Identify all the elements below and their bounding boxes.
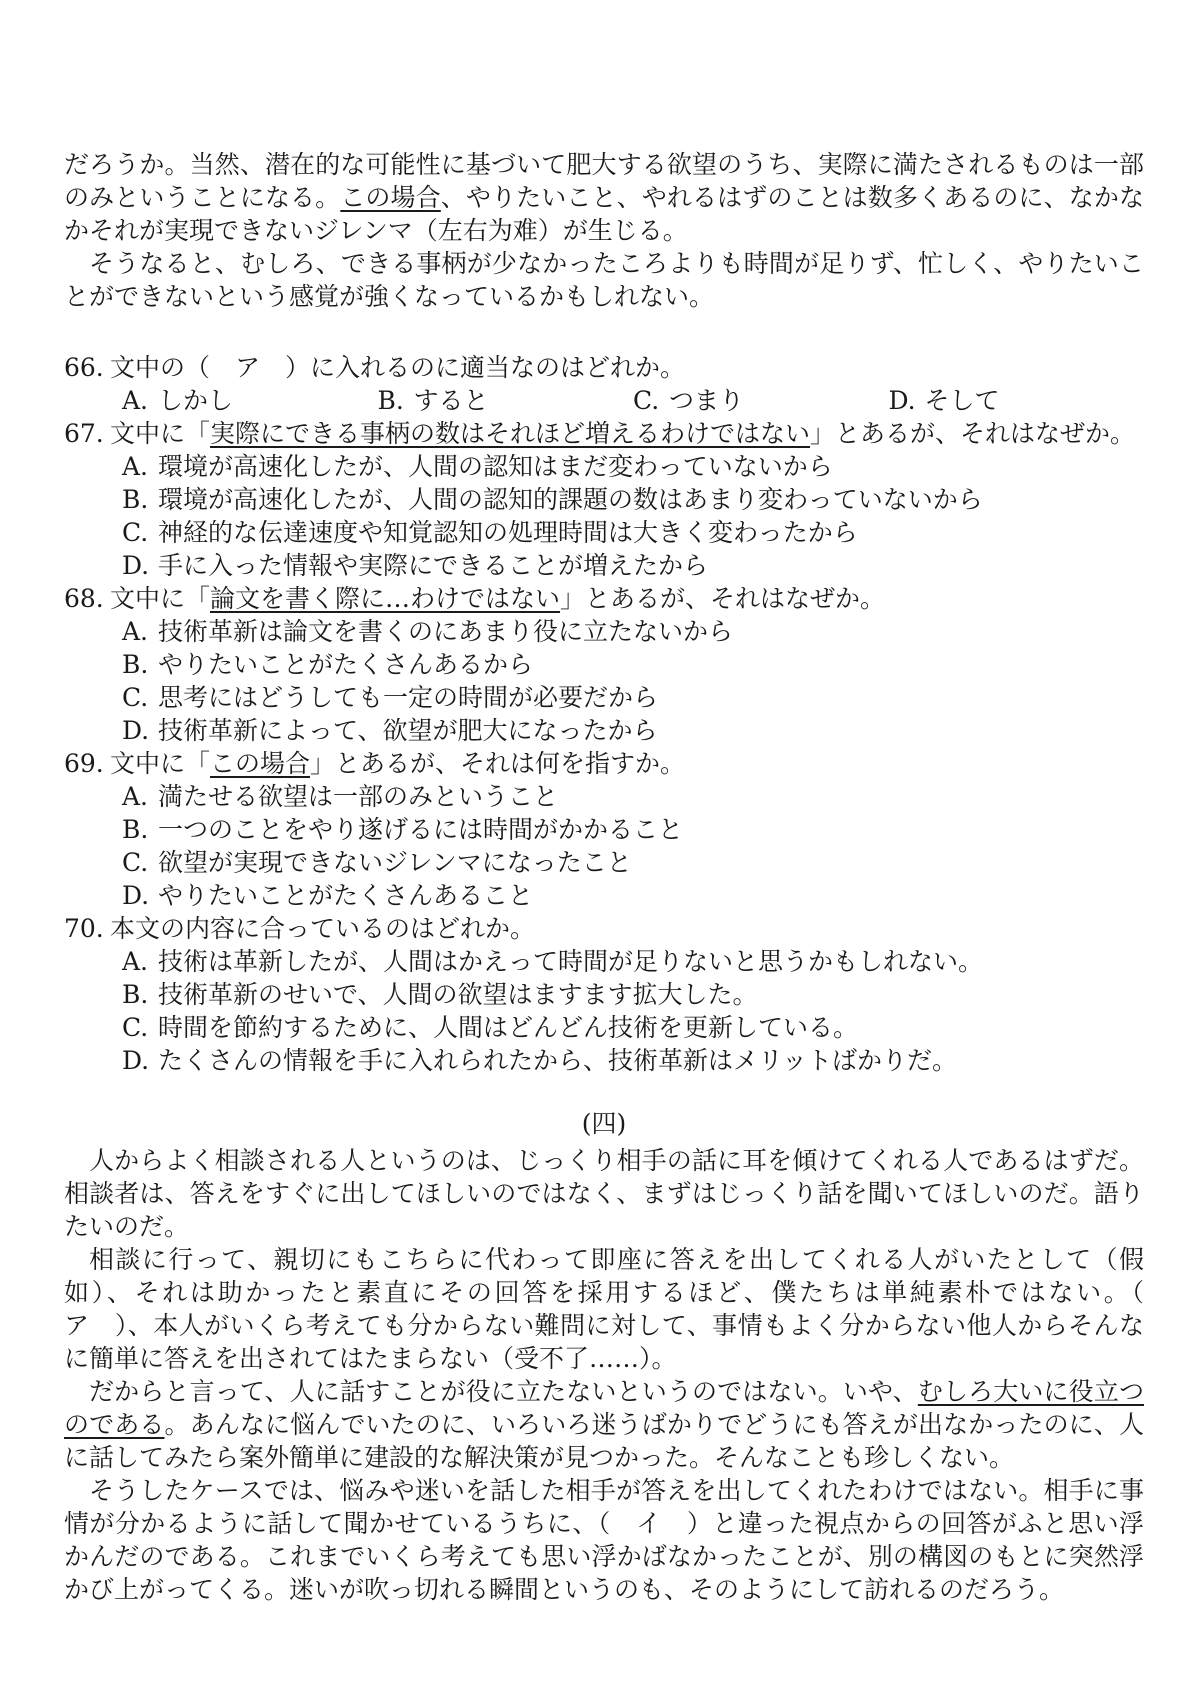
option-b: [122, 978, 1144, 1011]
option-letter: D.: [122, 716, 150, 745]
option-text: 技術革新のせいで、人間の欲望はますます拡大した。: [158, 980, 758, 1009]
passage-text: 。あんなに悩んでいたのに、いろいろ迷うばかりでどうにも答えが出なかったのに、人に話してみたら案外簡単に建設的な解決策が見つかった。そんなことも珍しくない。: [64, 1410, 1144, 1472]
option-letter: D.: [122, 881, 150, 910]
passage-paragraph: 相談に行って、親切にもこちらに代わって即座に答えを出してくれる人がいたとして（假如）、それは助かったと素直にその回答を採用するほど、僕たちは単純素朴ではない。（ ア ）、本人がいくら考えても分からない難問に対して、事情もよく分からない他人からそんなに簡単に答えを出されてはたまらない（受不了……）。: [64, 1245, 1170, 1373]
quoted-phrase: 論文を書く際に…わけではない: [210, 584, 561, 613]
option-c: [122, 1011, 1144, 1044]
question-list: [64, 351, 1144, 1077]
quoted-phrase: 実際にできる事柄の数はそれほど増えるわけではない: [210, 419, 811, 448]
option-text: 一つのことをやり遂げるには時間がかかること: [158, 815, 684, 844]
question-number: 70.: [64, 914, 104, 943]
question-66: [64, 351, 1144, 417]
option-a: [122, 450, 1144, 483]
option-text: しかし: [158, 386, 234, 415]
option-a: [122, 615, 1144, 648]
option-d: [122, 549, 1144, 582]
underlined-phrase: この場合: [340, 183, 441, 212]
question-stem: [64, 582, 1144, 615]
option-row: [122, 384, 1144, 417]
passage-text: だろうか。当然、潜在的な可能性に基づいて肥大する欲望のうち、実際に満たされるものは一部のみということになる。: [64, 150, 1144, 212]
passage-text: だからと言って、人に話すことが役に立たないというのではない。いや、: [89, 1377, 918, 1406]
question-number: 68.: [64, 584, 104, 613]
question-text: 」とあるが、それはなぜか。: [810, 419, 1136, 448]
underlined-phrase: むしろ大いに役立つのである: [64, 1377, 1144, 1439]
option-letter: B.: [122, 980, 149, 1009]
quoted-phrase: この場合: [210, 749, 311, 778]
option-letter: D.: [888, 386, 916, 415]
passage-paragraph: そうなると、むしろ、できる事柄が少なかったころよりも時間が足りず、忙しく、やりたいことができないという感覚が強くなっているかもしれない。: [64, 249, 1144, 311]
passage-4: [64, 1107, 1170, 1606]
option-text: つまり: [669, 386, 745, 415]
option-b: [122, 813, 1144, 846]
option-d: [889, 384, 1145, 417]
option-letter: B.: [122, 815, 149, 844]
passage-3-tail: [64, 148, 1144, 313]
option-c: [122, 681, 1144, 714]
option-letter: C.: [122, 683, 149, 712]
option-letter: D.: [122, 551, 150, 580]
option-d: [122, 1044, 1144, 1077]
option-a: [122, 945, 1144, 978]
option-letter: D.: [122, 1046, 150, 1075]
question-68: [64, 582, 1144, 747]
option-text: 時間を節約するために、人間はどんどん技術を更新している。: [158, 1013, 859, 1042]
question-stem: [64, 747, 1144, 780]
question-text: 」とあるが、それはなぜか。: [560, 584, 886, 613]
question-text: 文中に「: [110, 419, 211, 448]
question-text: 」とあるが、それは何を指すか。: [310, 749, 686, 778]
option-c: [122, 516, 1144, 549]
option-letter: A.: [122, 386, 149, 415]
option-letter: C.: [633, 386, 660, 415]
option-letter: B.: [122, 650, 149, 679]
exam-page: [64, 148, 1170, 1606]
section-heading: (四): [581, 1109, 627, 1138]
question-text: 文中の（ ア ）に入れるのに適当なのはどれか。: [110, 353, 686, 382]
option-text: すると: [413, 386, 489, 415]
passage-paragraph: [64, 148, 1144, 247]
question-text: 文中に「: [110, 584, 211, 613]
option-b: [122, 483, 1144, 516]
option-a: [122, 384, 378, 417]
question-stem: [64, 417, 1144, 450]
question-70: [64, 912, 1144, 1077]
option-letter: C.: [122, 1013, 149, 1042]
option-letter: A.: [122, 452, 149, 481]
option-text: 技術は革新したが、人間はかえって時間が足りないと思うかもしれない。: [158, 947, 984, 976]
question-number: 66.: [64, 353, 104, 382]
option-letter: B.: [122, 485, 149, 514]
passage-paragraph: そうしたケースでは、悩みや迷いを話した相手が答えを出してくれたわけではない。相手に事情が分かるように話して聞かせているうちに、（ イ ）と違った視点からの回答がふと思い浮かんだのである。これまでいくら考えても思い浮かばなかったことが、別の構図のもとに突然浮かび上がってくる。迷いが吹っ切れる瞬間というのも、そのようにして訪れるのだろう。: [64, 1476, 1144, 1604]
passage-text: 、やりたいこと、やれるはずのことは数多くあるのに、なかなかそれが実現できないジレンマ（左右为难）が生じる。: [64, 183, 1144, 245]
option-text: 環境が高速化したが、人間の認知はまだ変わっていないから: [158, 452, 833, 481]
option-text: 神経的な伝達速度や知覚認知の処理時間は大きく変わったから: [158, 518, 858, 547]
question-stem: [64, 912, 1144, 945]
option-text: そして: [924, 386, 1000, 415]
question-text: 本文の内容に合っているのはどれか。: [110, 914, 536, 943]
option-text: やりたいことがたくさんあること: [158, 881, 534, 910]
question-number: 69.: [64, 749, 104, 778]
question-69: [64, 747, 1144, 912]
option-c: [122, 846, 1144, 879]
option-b: [122, 648, 1144, 681]
option-letter: A.: [122, 947, 149, 976]
passage-paragraph: [64, 1375, 1144, 1474]
option-d: [122, 879, 1144, 912]
option-text: 欲望が実現できないジレンマになったこと: [158, 848, 632, 877]
option-b: [378, 384, 634, 417]
option-text: 技術革新は論文を書くのにあまり役に立たないから: [158, 617, 734, 646]
option-text: 思考にはどうしても一定の時間が必要だから: [158, 683, 659, 712]
question-text: 文中に「: [110, 749, 211, 778]
option-c: [633, 384, 889, 417]
option-text: 満たせる欲望は一部のみということ: [158, 782, 559, 811]
question-67: [64, 417, 1144, 582]
option-text: 手に入った情報や実際にできることが増えたから: [158, 551, 709, 580]
option-letter: C.: [122, 518, 149, 547]
option-text: 環境が高速化したが、人間の認知的課題の数はあまり変わっていないから: [158, 485, 983, 514]
question-number: 67.: [64, 419, 104, 448]
option-letter: A.: [122, 617, 149, 646]
option-a: [122, 780, 1144, 813]
question-stem: [64, 351, 1144, 384]
option-text: たくさんの情報を手に入れられたから、技術革新はメリットばかりだ。: [158, 1046, 958, 1075]
option-letter: A.: [122, 782, 149, 811]
option-letter: B.: [377, 386, 404, 415]
option-letter: C.: [122, 848, 149, 877]
option-d: [122, 714, 1144, 747]
option-text: やりたいことがたくさんあるから: [158, 650, 534, 679]
passage-paragraph: 人からよく相談される人というのは、じっくり相手の話に耳を傾けてくれる人であるはずだ。相談者は、答えをすぐに出してほしいのではなく、まずはじっくり話を聞いてほしいのだ。語りたいのだ。: [64, 1146, 1144, 1241]
option-text: 技術革新によって、欲望が肥大になったから: [158, 716, 658, 745]
